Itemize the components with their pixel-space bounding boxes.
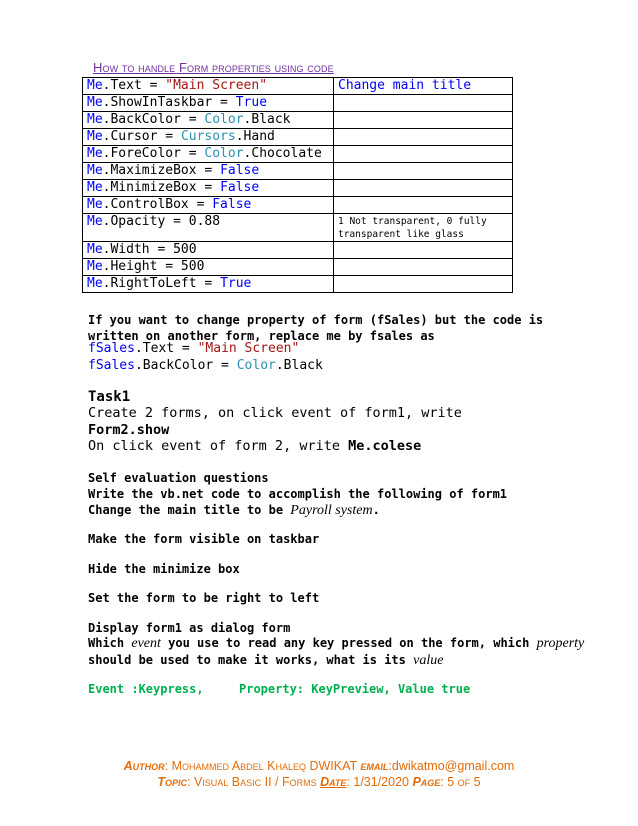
table-row — [83, 180, 513, 197]
property-code-cell: Me.Height = 500 — [83, 259, 334, 276]
task1-section — [88, 389, 462, 455]
table-row — [83, 259, 513, 276]
property-code-cell: Me.RightToLeft = True — [83, 276, 334, 293]
table-row — [83, 146, 513, 163]
property-note-cell — [334, 276, 513, 293]
property-code-cell: Me.MinimizeBox = False — [83, 180, 334, 197]
table-row — [83, 78, 513, 95]
table-row — [83, 95, 513, 112]
property-note-cell — [334, 95, 513, 112]
property-note-cell — [334, 146, 513, 163]
question-6: should be used to make it works, what is its value — [88, 653, 444, 668]
question-2: Hide the minimize box — [88, 562, 240, 576]
question-4: Display form1 as dialog form — [88, 621, 291, 635]
self-eval-line-2: Change the main title to be Payroll system. — [88, 503, 380, 518]
property-note-cell — [334, 163, 513, 180]
property-note-cell — [334, 129, 513, 146]
property-note-cell — [334, 197, 513, 214]
intro-code-line-2: fSales.BackColor = Color.Black — [88, 358, 323, 373]
table-row — [83, 197, 513, 214]
property-note-cell: 1 Not transparent, 0 fully transparent like glass — [334, 214, 513, 242]
table-row — [83, 112, 513, 129]
self-eval-title: Self evaluation questions — [88, 471, 269, 485]
page-heading: How to handle Form properties using code — [93, 60, 334, 75]
question-1: Make the form visible on taskbar — [88, 532, 320, 546]
self-eval-line-1: Write the vb.net code to accomplish the following of form1 — [88, 487, 508, 501]
answer-event: Event :Keypress, — [88, 682, 204, 696]
property-code-cell: Me.Text = "Main Screen" — [83, 78, 334, 95]
property-code-cell: Me.ForeColor = Color.Chocolate — [83, 146, 334, 163]
intro-line-1: If you want to change property of form (fSales) but the code is — [88, 313, 544, 327]
self-eval-section — [88, 470, 507, 519]
property-note-cell — [334, 112, 513, 129]
table-row — [83, 276, 513, 293]
table-row — [83, 163, 513, 180]
property-note-cell — [334, 242, 513, 259]
task1-line-3: On click event of form 2, write Me.colese — [88, 438, 422, 454]
properties-table — [82, 77, 513, 293]
intro-code — [88, 340, 323, 374]
task1-title: Task1 — [88, 389, 131, 405]
footer-topic-line: Topic: Visual Basic II / Forms Date: 1/31/2020 Page: 5 of 5 — [157, 775, 481, 789]
table-row — [83, 129, 513, 146]
property-note-cell: Change main title — [334, 78, 513, 95]
property-code-cell: Me.MaximizeBox = False — [83, 163, 334, 180]
property-code-cell: Me.ShowInTaskbar = True — [83, 95, 334, 112]
footer-author-line: Author: Mohammed Abdel Khaleq DWIKAT email:dwikatmo@gmail.com — [123, 759, 515, 773]
intro-line-2: written on another form, replace me by fsales as — [88, 329, 435, 343]
property-note-cell — [334, 259, 513, 276]
task1-line-1: Create 2 forms, on click event of form1, write — [88, 405, 462, 421]
property-code-cell: Me.ControlBox = False — [83, 197, 334, 214]
property-code-cell: Me.Cursor = Cursors.Hand — [83, 129, 334, 146]
table-row — [83, 214, 513, 242]
property-code-cell: Me.BackColor = Color.Black — [83, 112, 334, 129]
task1-line-2: Form2.show — [88, 421, 170, 438]
answer-property: Property: KeyPreview, Value true — [239, 682, 471, 696]
property-note-cell — [334, 180, 513, 197]
question-5: Which event you use to read any key pressed on the form, which property — [88, 636, 585, 651]
question-3: Set the form to be right to left — [88, 591, 320, 605]
property-code-cell: Me.Opacity = 0.88 — [83, 214, 334, 242]
property-code-cell: Me.Width = 500 — [83, 242, 334, 259]
intro-code-line-1: fSales.Text = "Main Screen" — [88, 341, 300, 356]
table-row — [83, 242, 513, 259]
